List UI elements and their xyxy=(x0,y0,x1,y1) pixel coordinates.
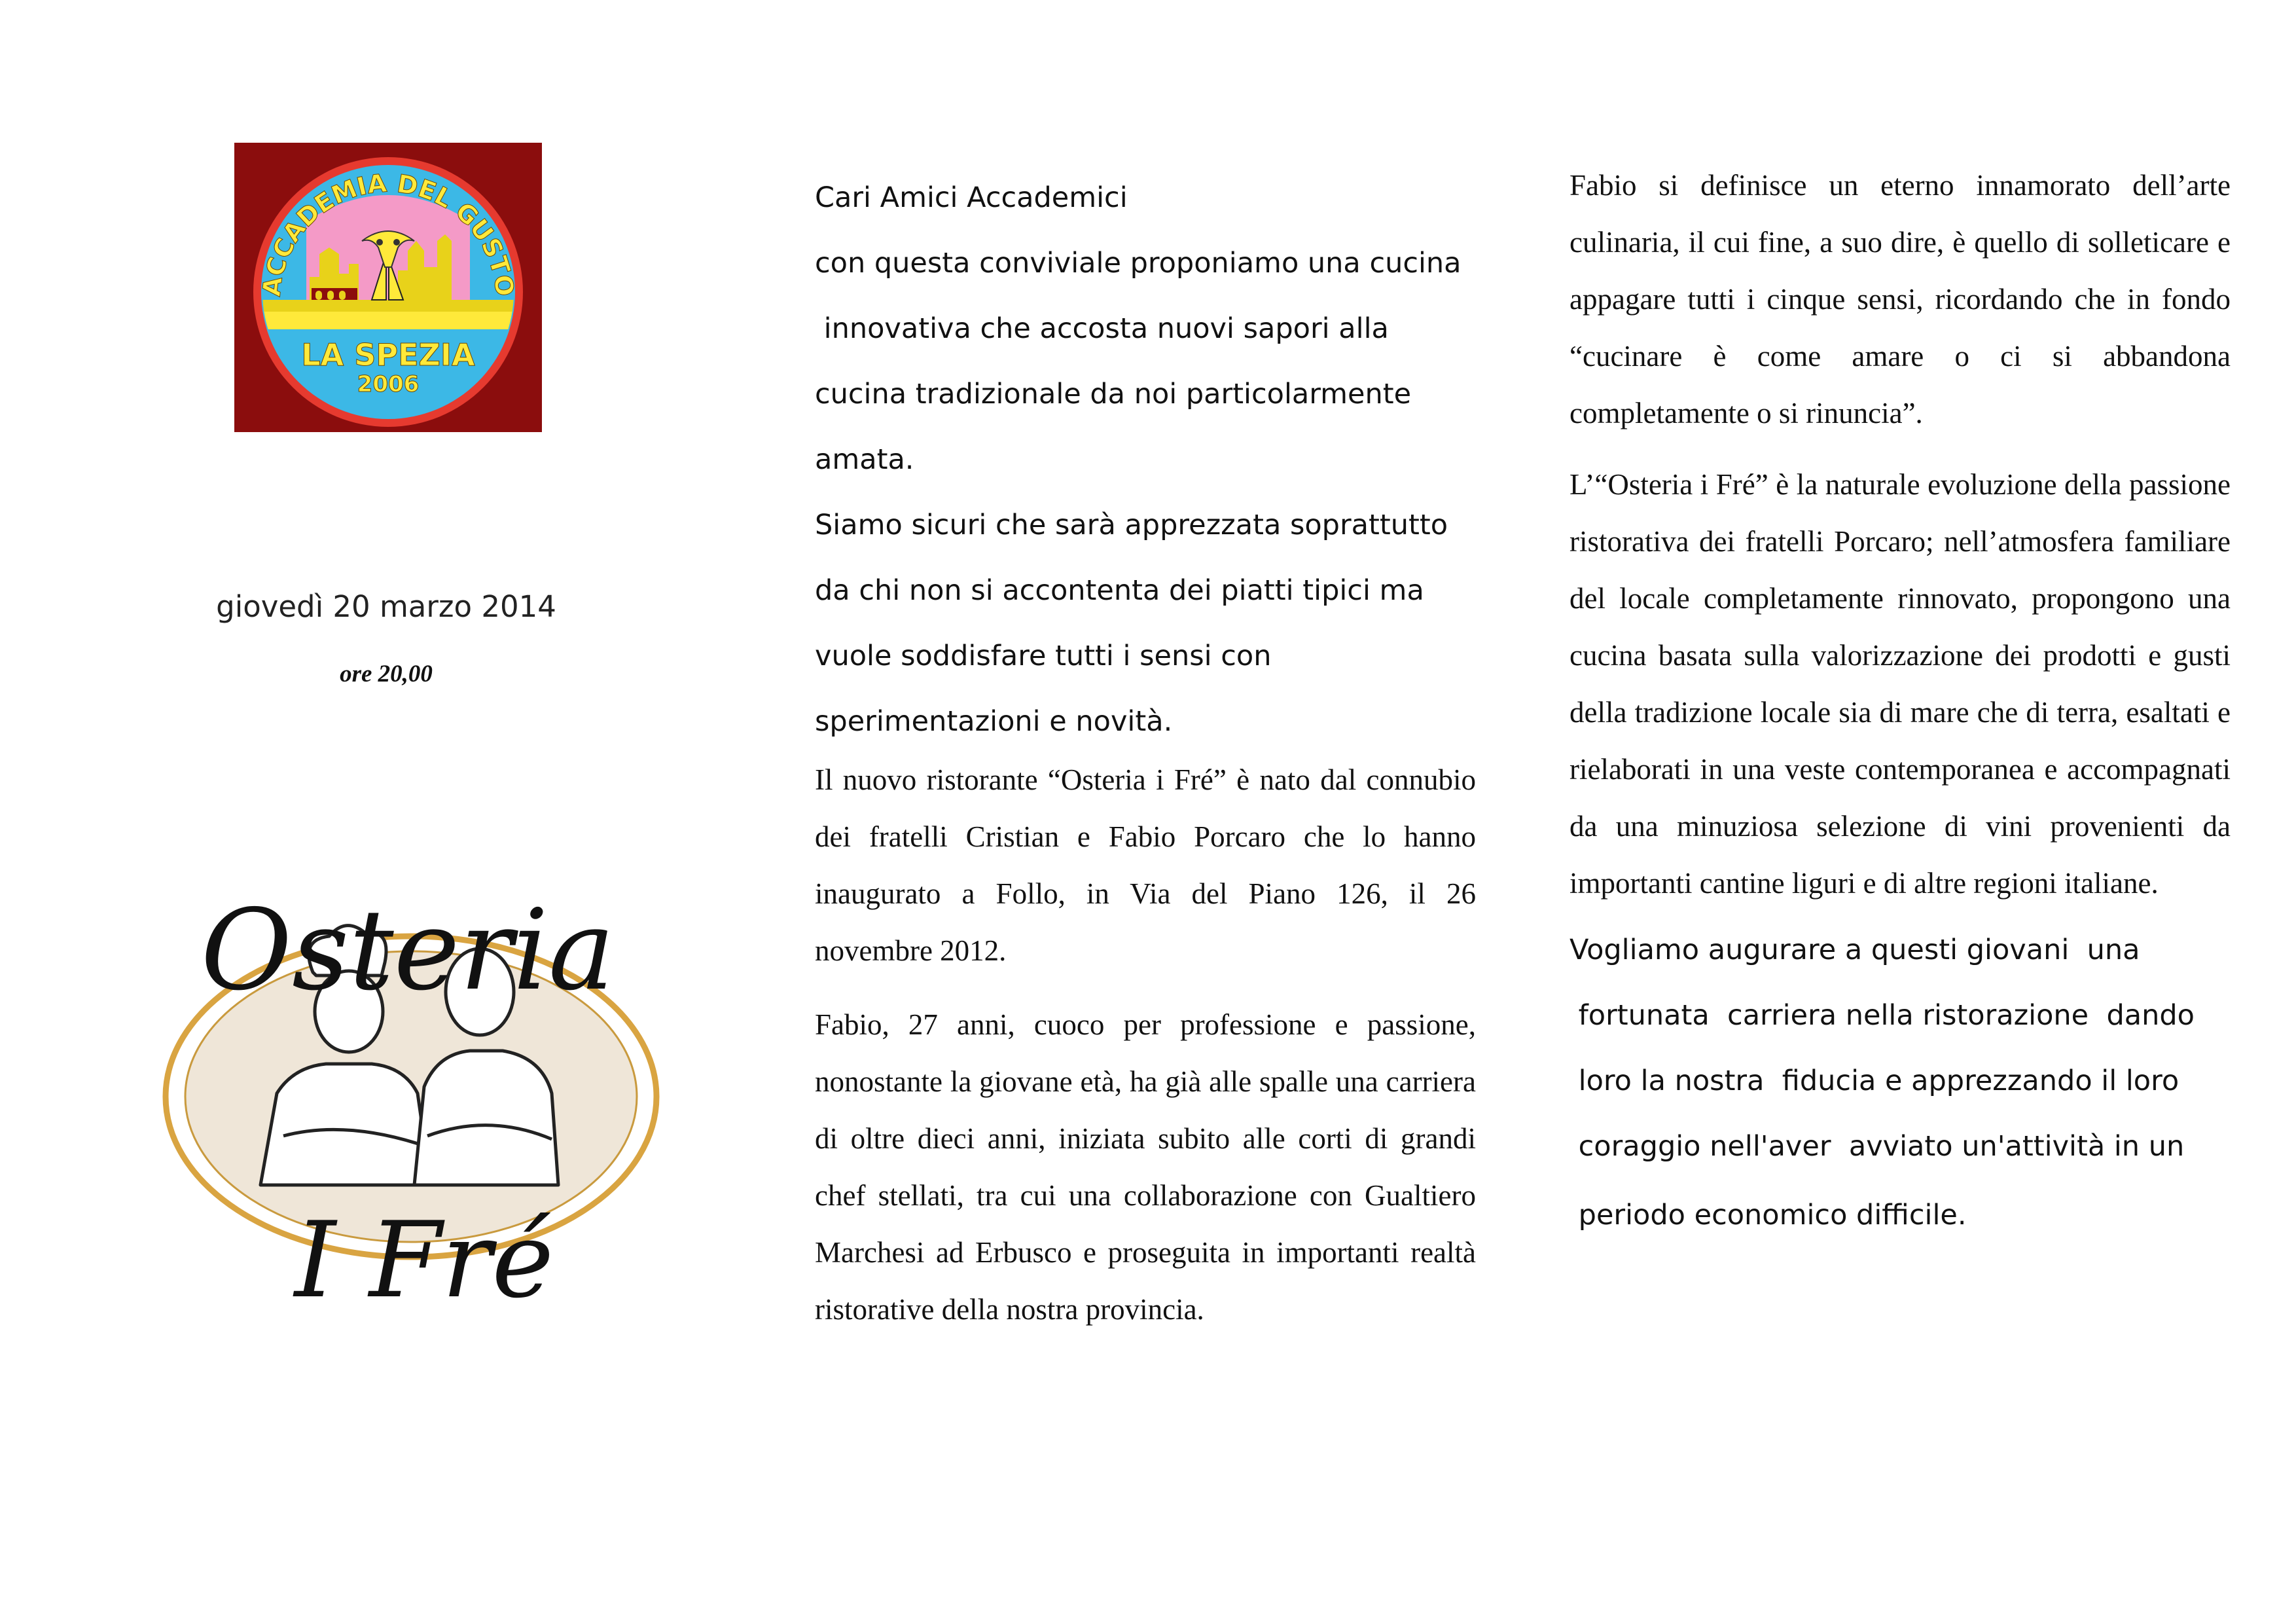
osteria-i-fre-logo xyxy=(149,877,660,1322)
restaurant-paragraph: Il nuovo ristorante “Osteria i Fré” è nato dal connubio dei fratelli Cristian e Fabio Porcaro che lo hanno inaugurato a Follo, in Via del Piano 126, il 26 novembre 2012. xyxy=(815,763,1476,967)
closing-line: loro la nostra fiducia e apprezzando il loro xyxy=(1570,1065,2179,1097)
intro-line: Cari Amici Accademici xyxy=(815,181,1128,214)
intro-line: amata. xyxy=(815,443,914,476)
middle-column xyxy=(815,165,1476,1338)
logo-arc-text: ACCADEMIA DEL GUSTO xyxy=(257,168,520,298)
intro-line: innovativa che accosta nuovi sapori alla xyxy=(815,312,1389,345)
intro-line: con questa conviviale proponiamo una cucina xyxy=(815,247,1462,280)
intro-letter xyxy=(815,165,1476,754)
event-date: giovedì 20 marzo 2014 xyxy=(216,589,556,624)
right-column xyxy=(1570,157,2231,1251)
closing-line: periodo economico difficile. xyxy=(1570,1199,1967,1231)
closing-line: fortunata carriera nella ristorazione dando xyxy=(1570,999,2195,1032)
closing-line: coraggio nell'aver avviato un'attività in un xyxy=(1570,1130,2185,1163)
osteria-script-text: Osteria xyxy=(200,886,615,1015)
osteria-evolution-paragraph: L’“Osteria i Fré” è la naturale evoluzione della passione ristorativa dei fratelli Porcaro; nell’atmosfera familiare del locale completamente rinnovato, propongono una cucina basata sulla valorizzazione dei prodotti e gusti della tradizione locale sia di mare che di terra, esaltati e rielaborati in una veste contemporanea e accompagnati da una minuziosa selezione di vini provenienti da importanti cantine liguri e di altre regioni italiane. xyxy=(1570,468,2231,900)
intro-line: Siamo sicuri che sarà apprezzata soprattutto xyxy=(815,509,1448,541)
intro-line: sperimentazioni e novità. xyxy=(815,705,1173,738)
intro-line: da chi non si accontenta dei piatti tipici ma xyxy=(815,574,1424,607)
logo-year-text: 2006 xyxy=(357,371,420,397)
fabio-paragraph: Fabio si definisce un eterno innamorato dell’arte culinaria, il cui fine, a suo dire, è quello di solleticare e appagare tutti i cinque sensi, ricordando che in fondo “cucinare è come amare o ci si abbandona completamente o si rinuncia”. xyxy=(1570,169,2231,429)
closing-wishes xyxy=(1570,917,2231,1251)
accademia-del-gusto-logo xyxy=(234,143,542,432)
chef-paragraph: Fabio, 27 anni, cuoco per professione e passione, nonostante la giovane età, ha già alle spalle una carriera di oltre dieci anni, iniziata subito alle corti di grandi chef stellati, tra cui una collaborazione con Gualtiero Marchesi ad Erbusco e proseguita in importanti realtà ristorative della nostra provincia. xyxy=(815,1008,1476,1326)
intro-line: vuole soddisfare tutti i sensi con xyxy=(815,640,1272,672)
intro-line: cucina tradizionale da noi particolarmente xyxy=(815,378,1412,410)
closing-line: Vogliamo augurare a questi giovani una xyxy=(1570,934,2140,966)
logo-city-text: LA SPEZIA xyxy=(301,337,475,373)
event-time: ore 20,00 xyxy=(340,661,433,687)
i-fre-script-text: I Fré xyxy=(294,1199,554,1321)
